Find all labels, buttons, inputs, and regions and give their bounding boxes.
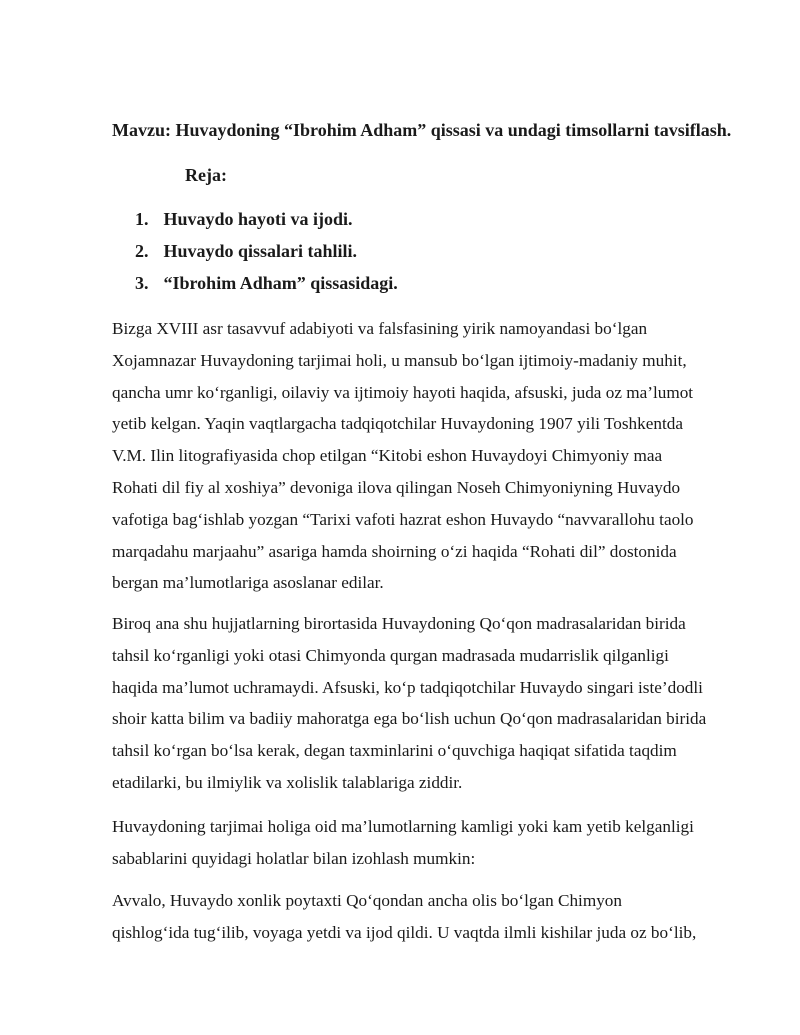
text-line: Biroq ana shu hujjatlarning birortasida Huvaydoning Qo‘qon madrasalaridan birida	[112, 614, 686, 633]
plan-item	[135, 207, 398, 239]
plan-item-text: Huvaydo hayoti va ijodi.	[163, 209, 353, 229]
body-paragraph	[112, 313, 752, 599]
text-line: V.M. Ilin litografiyasida chop etilgan “Kitobi eshon Huvaydoyi Chimyoniy maa	[112, 446, 663, 466]
text-line: haqida ma’lumot uchramaydi. Afsuski, ko‘p tadqiqotchilar Huvaydo singari iste’dodli	[112, 677, 703, 697]
plan-item-text: Huvaydo qissalari tahlili.	[163, 241, 358, 261]
text-line: bergan ma’lumotlariga asoslanar edilar.	[112, 573, 384, 593]
plan-list	[135, 207, 398, 303]
plan-item	[135, 239, 398, 271]
text-line: Bizga XVIII asr tasavvuf adabiyoti va falsfasining yirik namoyandasi bo‘lgan	[112, 319, 648, 338]
text-line: qishlog‘ida tug‘ilib, voyaga yetdi va ijod qildi. U vaqtda ilmli kishilar juda oz bo‘lib,	[112, 922, 697, 942]
text-line: marqadahu marjaahu” asariga hamda shoirning o‘zi haqida “Rohati dil” dostonida	[112, 541, 677, 561]
text-line: vafotiga bag‘ishlab yozgan “Tarixi vafoti hazrat eshon Huvaydo “navvarallohu taolo	[112, 509, 694, 529]
body-paragraph	[112, 608, 752, 799]
body-paragraph	[112, 811, 752, 875]
plan-heading: Reja:	[185, 165, 227, 185]
text-line: Rohati dil fiy al xoshiya” devoniga ilova qilingan Noseh Chimyoniyning Huvaydo	[112, 477, 681, 497]
text-line: sabablarini quyidagi holatlar bilan izohlash mumkin:	[112, 848, 476, 868]
plan-item	[135, 271, 398, 303]
text-line: etadilarki, bu ilmiylik va xolislik talablariga ziddir.	[112, 772, 463, 792]
text-line: Huvaydoning tarjimai holiga oid ma’lumotlarning kamligi yoki kam yetib kelganligi	[112, 817, 694, 836]
text-line: qancha umr ko‘rganligi, oilaviy va ijtimoiy hayoti haqida, afsuski, juda oz ma’lumot	[112, 382, 694, 402]
plan-item-number: 3.	[135, 273, 149, 293]
text-line: tahsil ko‘rgan bo‘lsa kerak, degan taxminlarini o‘quvchiga haqiqat sifatida taqdim	[112, 741, 677, 761]
text-line: Xojamnazar Huvaydoning tarjimai holi, u mansub bo‘lgan ijtimoiy-madaniy muhit,	[112, 350, 687, 370]
plan-item-number: 2.	[135, 241, 149, 261]
text-line: yetib kelgan. Yaqin vaqtlargacha tadqiqotchilar Huvaydoning 1907 yili Toshkentda	[112, 414, 683, 434]
plan-item-text: “Ibrohim Adham” qissasidagi.	[163, 273, 398, 293]
document-title: Mavzu: Huvaydoning “Ibrohim Adham” qissasi va undagi timsollarni tavsiflash.	[112, 120, 732, 140]
text-line: tahsil ko‘rganligi yoki otasi Chimyonda qurgan madrasada mudarrislik qilganligi	[112, 645, 669, 665]
text-line: Avvalo, Huvaydo xonlik poytaxti Qo‘qondan ancha olis bo‘lgan Chimyon	[112, 891, 622, 910]
text-line: shoir katta bilim va badiiy mahoratga ega bo‘lish uchun Qo‘qon madrasalaridan birida	[112, 709, 707, 729]
plan-item-number: 1.	[135, 209, 149, 229]
body-paragraph	[112, 885, 752, 949]
